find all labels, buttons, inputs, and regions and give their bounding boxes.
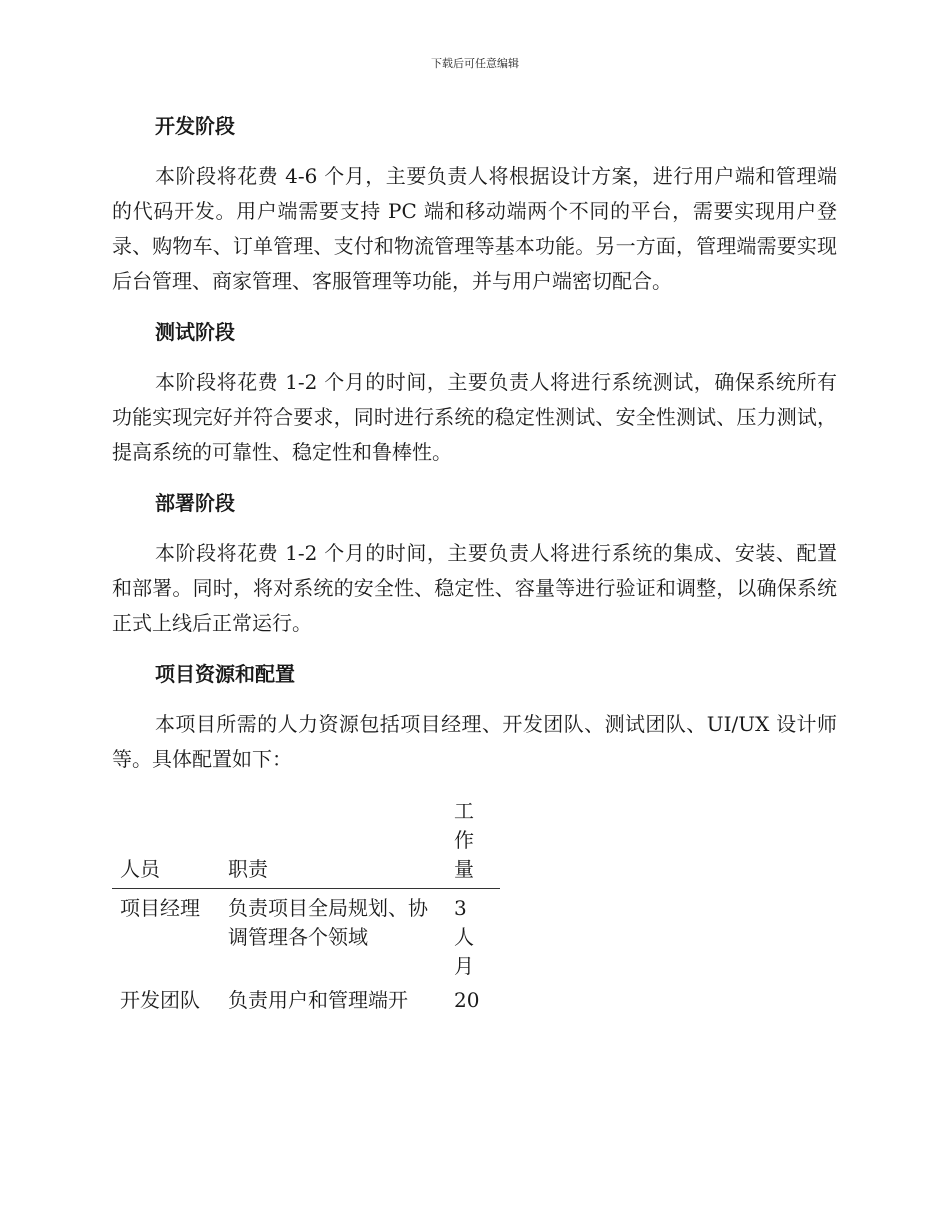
page-header-note: 下载后可任意编辑	[431, 57, 519, 70]
column-header-workload: 工作量	[446, 797, 500, 889]
column-header-person: 人员	[112, 797, 220, 889]
section-heading-development: 开发阶段	[155, 114, 235, 138]
section-heading-resources: 项目资源和配置	[155, 662, 295, 686]
table-row	[112, 889, 500, 982]
cell-person: 开发团队	[120, 988, 200, 1012]
cell-person: 项目经理	[120, 896, 200, 920]
table-header-row	[112, 797, 500, 889]
column-header-duty: 职责	[220, 797, 446, 889]
section-heading-deployment: 部署阶段	[155, 491, 235, 515]
cell-duty: 负责项目全局规划、协调管理各个领域	[228, 896, 428, 949]
document-body	[112, 108, 837, 1015]
resource-table	[112, 797, 500, 1015]
cell-workload: 3 人月	[454, 896, 474, 978]
section-body-resources: 本项目所需的人力资源包括项目经理、开发团队、测试团队、UI/UX 设计师等。具体配置如下：	[112, 712, 837, 771]
section-body-testing: 本阶段将花费 1-2 个月的时间，主要负责人将进行系统测试，确保系统所有功能实现完好并符合要求，同时进行系统的稳定性测试、安全性测试、压力测试，提高系统的可靠性、稳定性和鲁棒性。	[112, 370, 837, 464]
section-body-deployment: 本阶段将花费 1-2 个月的时间，主要负责人将进行系统的集成、安装、配置和部署。同时，将对系统的安全性、稳定性、容量等进行验证和调整，以确保系统正式上线后正常运行。	[112, 541, 837, 635]
cell-workload: 20	[454, 988, 480, 1012]
section-heading-testing: 测试阶段	[155, 320, 235, 344]
section-body-development: 本阶段将花费 4-6 个月，主要负责人将根据设计方案，进行用户端和管理端的代码开发。用户端需要支持 PC 端和移动端两个不同的平台，需要实现用户登录、购物车、订单管理、支付和物流管理等基本功能。另一方面，管理端需要实现后台管理、商家管理、客服管理等功能，并与用户端密切配合。	[112, 164, 837, 293]
cell-duty: 负责用户和管理端开	[228, 988, 408, 1012]
table-row	[112, 981, 500, 1015]
